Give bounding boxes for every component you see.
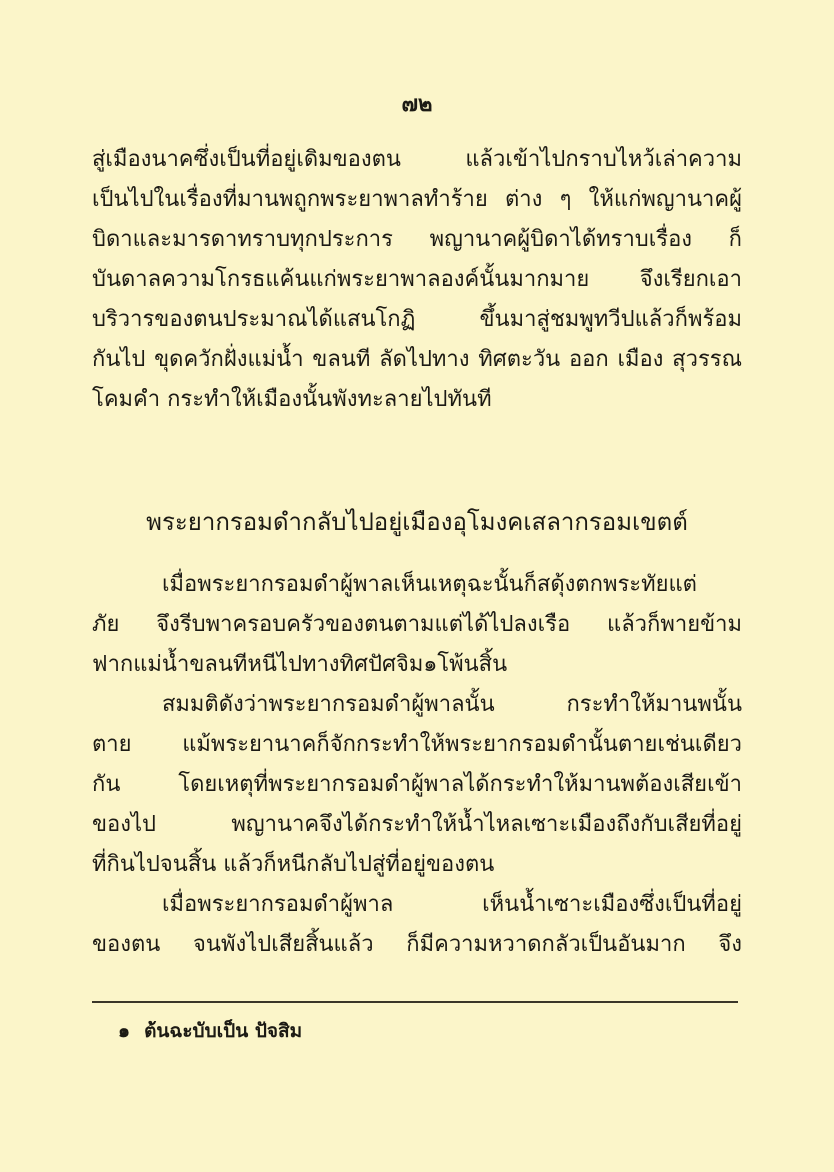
text-line: บริวารของตนประมาณได้แสนโกฏิ ขึ้นมาสู่ชมพูทวีปแล้วก็พร้อม (92, 307, 742, 332)
footnote-text: ต้นฉะบับเป็น ปัจสิม (144, 1020, 303, 1042)
footnote (118, 1016, 302, 1046)
text-line: ภัย จึงรีบพาครอบครัวของตนตามแต่ได้ไปลงเรือ แล้วก็พายข้าม (92, 612, 742, 637)
text-line: ฟากแม่น้ำขลนทีหนีไปทางทิศปัศจิม๑โพ้นสิ้น (92, 652, 508, 677)
text-line: กัน โดยเหตุที่พระยากรอมดำผู้พาลได้กระทำให้มานพต้องเสียเข้า (92, 772, 742, 797)
text-line: ของตน จนพังไปเสียสิ้นแล้ว ก็มีความหวาดกลัวเป็นอันมาก จึง (92, 932, 742, 957)
footnote-divider (92, 1001, 738, 1003)
page-number: ๗๒ (401, 91, 433, 117)
paragraph-continued (92, 140, 742, 420)
text-line: สู่เมืองนาคซึ่งเป็นที่อยู่เดิมของตน แล้วเข้าไปกราบไหว้เล่าความ (92, 147, 742, 172)
text-line: เมื่อพระยากรอมดำผู้พาล เห็นน้ำเซาะเมืองซึ่งเป็นที่อยู่ (162, 892, 742, 917)
section-heading: พระยากรอมดำกลับไปอยู่เมืองอุโมงคเสลากรอมเขตต์ (146, 508, 688, 536)
text-line: ของไป พญานาคจึงได้กระทำให้น้ำไหลเซาะเมืองถึงกับเสียที่อยู่ (92, 812, 742, 837)
text-line: บันดาลความโกรธแค้นแก่พระยาพาลองค์นั้นมากมาย จึงเรียกเอา (92, 267, 742, 292)
text-line: กันไป ขุดควักฝั่งแม่น้ำ ขลนที ลัดไปทาง ทิศตะวัน ออก เมือง สุวรรณ (92, 347, 742, 372)
text-line: สมมติดังว่าพระยากรอมดำผู้พาลนั้น กระทำให้มานพนั้น (162, 692, 742, 717)
text-line: โคมคำ กระทำให้เมืองนั้นพังทะลายไปทันที (92, 387, 492, 412)
text-line: เป็นไปในเรื่องที่มานพถูกพระยาพาลทำร้าย ต่าง ๆ ให้แก่พญานาคผู้ (92, 187, 742, 212)
footnote-marker: ๑ (118, 1020, 131, 1042)
text-line: บิดาและมารดาทราบทุกประการ พญานาคผู้บิดาได้ทราบเรื่อง ก็ (92, 227, 742, 252)
text-line: เมื่อพระยากรอมดำผู้พาลเห็นเหตุฉะนั้นก็สดุ้งตกพระทัยแต่ (162, 572, 697, 597)
section-body (92, 565, 742, 965)
text-line: ตาย แม้พระยานาคก็จักกระทำให้พระยากรอมดำนั้นตายเช่นเดียว (92, 732, 742, 757)
text-line: ที่กินไปจนสิ้น แล้วก็หนีกลับไปสู่ที่อยู่ของตน (92, 852, 495, 877)
